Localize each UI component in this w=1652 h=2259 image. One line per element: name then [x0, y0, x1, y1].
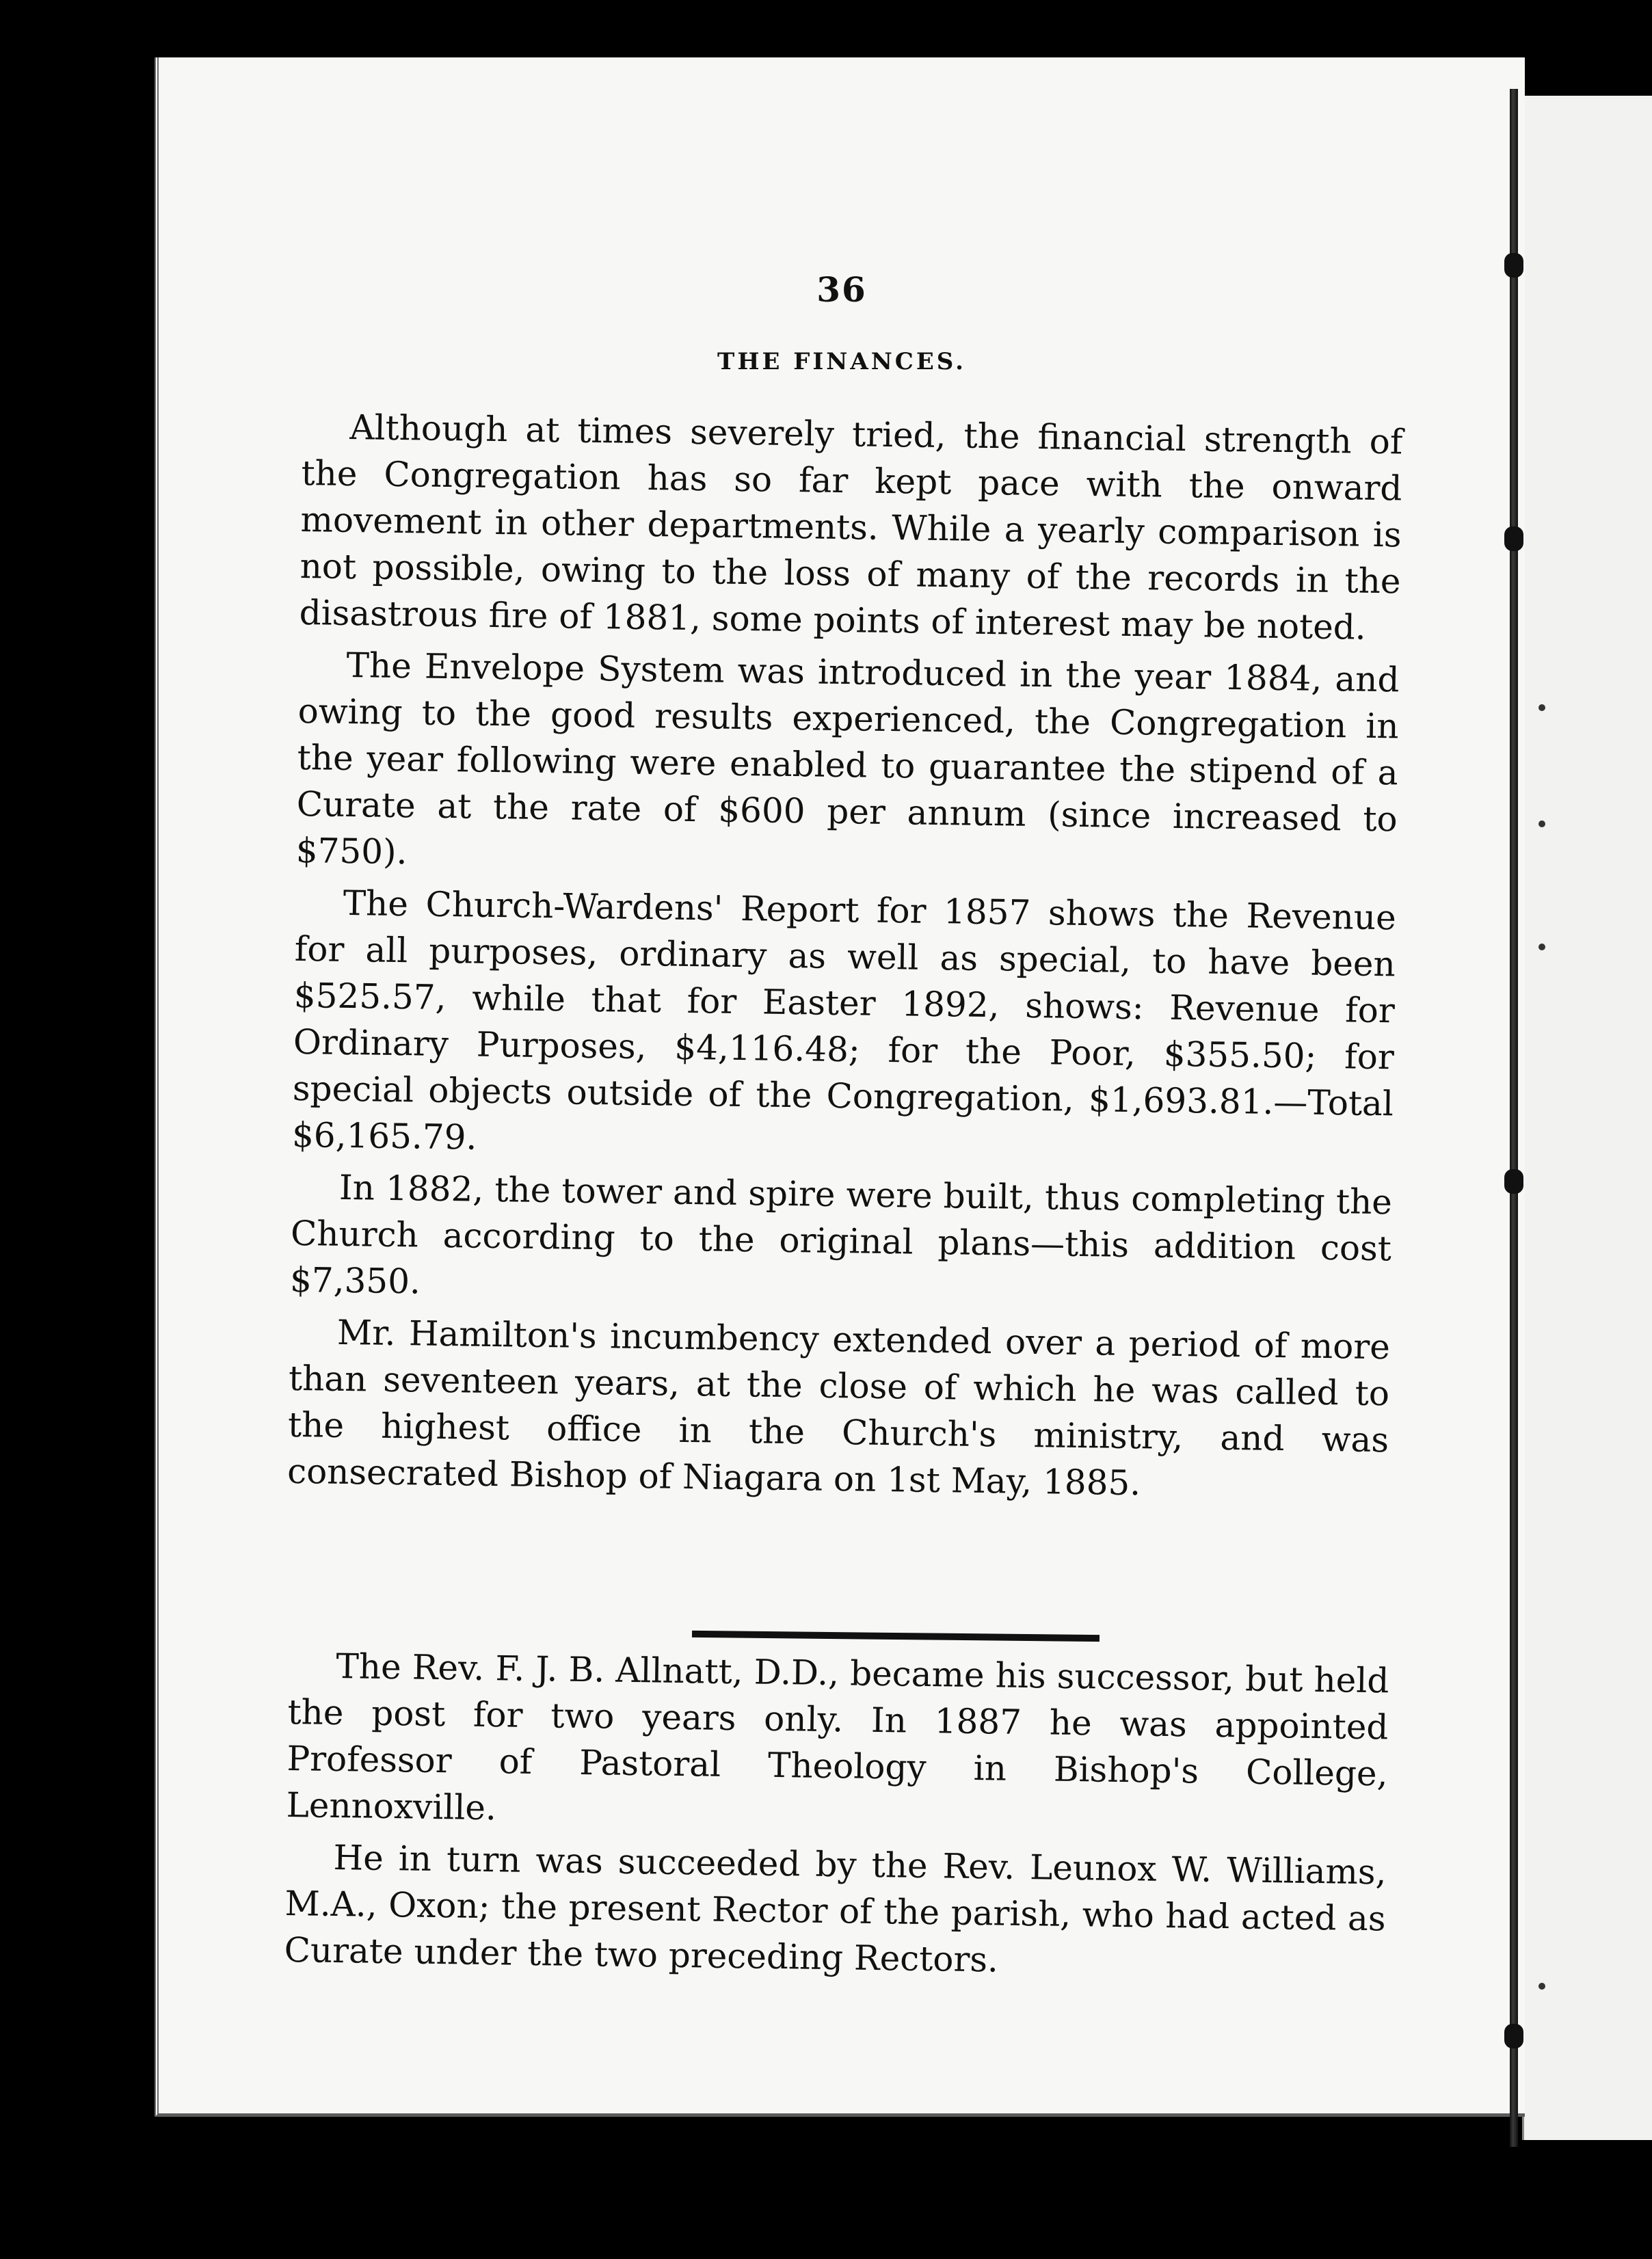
section-divider-rule: [692, 1631, 1100, 1642]
scan-speck: [1538, 704, 1545, 711]
section-heading: THE FINANCES.: [717, 348, 966, 375]
binding-thread: [1510, 89, 1518, 2147]
paragraph-wardens-report: The Church-Wardens' Report for 1857 shows the Revenue for all purposes, ordinary as well as special, to have been $525.57, while that for Easter 1892, shows: Revenue for Ordinary Purposes, $4,116.48; for the Poor, $355.50; for special objects outside of the Congregation, $1,693.81.—Total $6,165.79.: [291, 883, 1397, 1158]
scan-speck: [1538, 820, 1545, 827]
binding-knot: [1504, 526, 1523, 551]
scan-speck: [1538, 944, 1545, 950]
paragraph-tower-spire: In 1882, the tower and spire were built, thus completing the Church according to the original plans—this addition cost $7,350.: [289, 1167, 1393, 1302]
body-text-lower: [284, 1642, 1389, 1994]
binding-knot: [1504, 2024, 1523, 2048]
adjacent-page-edge: [1522, 96, 1652, 2140]
book-page: [155, 57, 1525, 2117]
paragraph-finances-intro: Although at times severely tried, the financial strength of the Congregation has so far kept pace with the onward movement in other departments. While a yearly comparison is not possible, owing to the loss of many of the records in the disastrous fire of 1881, some points of interest may be noted.: [299, 407, 1403, 647]
scan-speck: [1538, 1983, 1545, 1990]
paragraph-williams-rector: He in turn was succeeded by the Rev. Leunox W. Williams, M.A., Oxon; the present Rector of the parish, who had acted as Curate under the two preceding Rectors.: [284, 1837, 1387, 1980]
binding-knot: [1504, 1169, 1523, 1194]
binding-knot: [1504, 253, 1523, 278]
body-text-upper: [287, 403, 1403, 1515]
paragraph-allnatt-successor: The Rev. F. J. B. Allnatt, D.D., became his successor, but held the post for two years only. In 1887 he was appointed Professor of Pastoral Theology in Bishop's College, Lennoxville.: [286, 1646, 1389, 1828]
paragraph-envelope-system: The Envelope System was introduced in the year 1884, and owing to the good results experienced, the Congregation in the year following were enabled to guarantee the stipend of a Curate at the rate of $600 per annum (since increased to $750).: [295, 645, 1400, 872]
paragraph-hamilton-incumbency: Mr. Hamilton's incumbency extended over a period of more than seventeen years, at the close of which he was called to the highest office in the Church's ministry, and was consecrated Bishop of Niagara on 1st May, 1885.: [287, 1312, 1391, 1503]
page-number: 36: [816, 269, 867, 310]
